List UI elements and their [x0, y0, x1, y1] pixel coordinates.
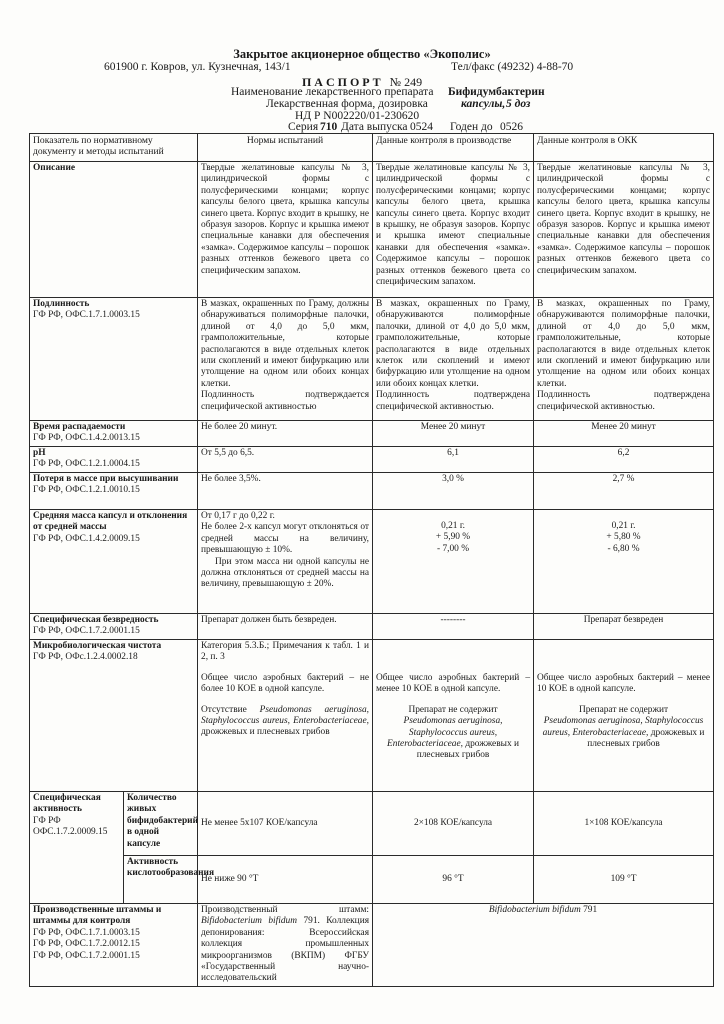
- row-reference: ГФ РФ, ОФс.1.2.4.0002.18: [33, 652, 138, 663]
- row-title: Специфическая активность: [33, 793, 101, 815]
- valid-label: Годен до: [450, 121, 493, 133]
- norm-cell: [198, 904, 373, 987]
- sub-indicator-count: Количество живых бифидобактерий в одной капсуле: [124, 792, 198, 856]
- norm-text-2: Общее число аэробных бактерий – не более 10 КОЕ в одной капсуле.: [201, 672, 370, 695]
- norm-cell: Не более 20 минут.: [198, 421, 373, 447]
- col-okk: Данные контроля в ОКК: [534, 134, 714, 162]
- col-norms: Нормы испытаний: [198, 134, 373, 162]
- norm-text: От 0,17 г до 0,22 г.: [201, 511, 275, 521]
- norm-text: В мазках, окрашенных по Граму, должны обнаруживаться полиморфные палочки, длиной от 4,0 до 5,0 мкм, грамположительные, которые располагаются в виде отдельных клеток или скоплений и имеют бифуркацию или утолщение на одном или обоих концах клетки.: [201, 299, 370, 389]
- passport-number: 249: [404, 75, 423, 89]
- norm-prefix: Производственный штамм:: [201, 905, 370, 915]
- norm-text: Категория 5.3.Б.; Примечания к табл. 1 и 2, п. 3: [201, 641, 370, 663]
- col-indicator: Показатель по нормативному документу и методы испытаний: [30, 134, 198, 162]
- passport-table: [29, 133, 714, 987]
- okk-cell: [534, 298, 714, 421]
- valid-date: 0526: [500, 121, 523, 133]
- row-description: [30, 162, 714, 298]
- norm-cell: Не более 3,5%.: [198, 473, 373, 510]
- norm-text-2: Подлинность подтверждается специфической активностью: [201, 390, 370, 412]
- issue-label: Дата выпуска: [341, 121, 408, 133]
- norm-cell: Не менее 5x107 КОЕ/капсула: [198, 792, 373, 856]
- norm-cell: От 5,5 до 6,5.: [198, 447, 373, 473]
- okk-cell: 6,2: [534, 447, 714, 473]
- row-name: [30, 792, 124, 904]
- okk-value: 0,21 г.: [611, 521, 636, 531]
- production-cell: [373, 510, 534, 614]
- okk-text-3: [537, 705, 710, 751]
- row-ph: [30, 447, 714, 473]
- production-value: - 7,00 %: [437, 543, 470, 554]
- company-name: Закрытое акционерное общество «Экополис»: [233, 47, 491, 61]
- production-cell: Менее 20 минут: [373, 421, 534, 447]
- row-title: Производственные штаммы и штаммы для контроля: [33, 905, 162, 927]
- company-address: 601900 г. Ковров, ул. Кузнечная, 143/1: [104, 61, 291, 73]
- row-activity-acid: [30, 856, 714, 904]
- form-label: Лекарственная форма, дозировка: [266, 98, 428, 110]
- production-species: Pseudomonas aeruginosa, Staphylococcus aureus, Enterobacteriaceae,: [387, 716, 503, 750]
- table-header-row: [30, 134, 714, 162]
- okk-cell: [534, 510, 714, 614]
- row-disintegration: [30, 421, 714, 447]
- issue-date: 0524: [410, 121, 433, 133]
- row-authenticity: [30, 298, 714, 421]
- norm-rest: 791. Коллекция депонирования: Всероссийская коллекция промышленных микроорганизмов (ВКПМ) ФГБУ «Государственный научно-исследовательский: [201, 916, 370, 984]
- row-drying: [30, 473, 714, 510]
- production-text: В мазках, окрашенных по Граму, обнаруживаются полиморфные палочки, длиной от 4,0 до 5,0 мкм, грамположительные, которые располагаются в виде отдельных клеток или скоплений и имеют бифуркацию или утолщение на одном или обоих концах клетки.: [376, 299, 531, 389]
- norm-text-3: [201, 705, 369, 739]
- nd-number: НД Р N002220/01-230620: [295, 110, 420, 122]
- row-name: [30, 904, 198, 987]
- production-text-2: Подлинность подтверждена специфической активностью.: [376, 390, 531, 412]
- row-title: Потеря в массе при высушивании: [33, 474, 179, 484]
- okk-text: Общее число аэробных бактерий – менее 10 КОЕ в одной капсуле.: [537, 673, 711, 695]
- norm-cell: Препарат должен быть безвреден.: [198, 614, 373, 640]
- row-reference: ГФ РФ, ОФС.1.2.1.0004.15: [33, 459, 140, 470]
- okk-cell: [534, 640, 714, 792]
- series-number: 710: [320, 121, 338, 133]
- okk-cell: 109 °Т: [534, 856, 714, 904]
- norm-species: Pseudomonas aeruginosa, Staphylococcus aureus, Enterobacteriaceae,: [201, 704, 370, 727]
- row-name: [30, 298, 198, 421]
- row-reference: ГФ РФ, ОФС.1.2.1.0010.15: [33, 485, 140, 496]
- norm-cell: Твердые желатиновые капсулы № 3, цилиндрической формы с полусферическими концами; корпус капсулы белого цвета, крышка капсулы синего цвета. Корпус входит в крышку, не образуя зазоров. Корпус и крышка имеют специальные канавки для обеспечения «замка». Содержимое капсулы – порошок разных оттенков бежевого цвета со специфическим запахом.: [198, 162, 373, 298]
- okk-prefix: Препарат не содержит: [578, 704, 669, 715]
- result-number: 791: [583, 905, 598, 915]
- drug-name: Бифидумбактерин: [448, 86, 545, 98]
- production-prefix: Препарат не содержит: [408, 704, 498, 715]
- row-reference: ГФ РФ, ОФС.1.4.2.0013.15: [33, 433, 140, 444]
- row-name: [30, 640, 198, 792]
- production-text-3: [376, 705, 530, 762]
- dose-value: 5 доз: [506, 98, 531, 110]
- norm-cell: [198, 510, 373, 614]
- production-value: 0,21 г.: [441, 521, 465, 531]
- sub-indicator-acid: Активность кислотообразования: [124, 856, 198, 904]
- okk-cell: 1×108 КОЕ/капсула: [534, 792, 714, 856]
- row-reference: ГФ РФ, ОФС.1.7.2.0012.15: [33, 939, 140, 950]
- result-species: Bifidobacterium bifidum: [488, 905, 581, 915]
- norm-suffix: дрожжевых и плесневых грибов: [201, 727, 330, 738]
- okk-suffix: дрожжевых и плесневых грибов: [587, 727, 705, 750]
- passport-label: П А С П О Р Т: [301, 75, 381, 89]
- okk-cell: Твердые желатиновые капсулы № 3, цилиндрической формы с полусферическими концами; корпус капсулы белого цвета, крышка капсулы синего цвета. Корпус входит в крышку, не образуя зазоров. Корпус и крышка имеют специальные канавки для обеспечения «замка». Содержимое капсулы – порошок разных оттенков бежевого цвета со специфическим запахом.: [534, 162, 714, 298]
- row-title: Подлинность: [33, 299, 90, 309]
- okk-cell: 2,7 %: [534, 473, 714, 510]
- row-name: [30, 447, 198, 473]
- row-title: Микробиологическая чистота: [33, 641, 162, 651]
- production-value: + 5,90 %: [435, 532, 471, 543]
- production-cell: 6,1: [373, 447, 534, 473]
- strain-result-cell: [373, 904, 714, 987]
- norm-cell: [198, 298, 373, 421]
- okk-cell: Менее 20 минут: [534, 421, 714, 447]
- production-suffix: дрожжевых и плесневых грибов: [416, 739, 519, 761]
- row-reference: ГФ РФ, ОФС.1.7.2.0001.15: [33, 626, 140, 637]
- row-name: [30, 510, 198, 614]
- norm-prefix: Отсутствие: [201, 704, 247, 715]
- norm-species: Bifidobacterium bifidum: [201, 916, 298, 927]
- series-label: Серия: [288, 121, 319, 133]
- row-strains: [30, 904, 714, 987]
- okk-text-2: Подлинность подтверждена специфической активностью.: [537, 390, 711, 412]
- row-reference: ГФ РФ, ОФС.1.7.1.0003.15: [33, 927, 140, 938]
- row-mass: [30, 510, 714, 614]
- production-cell: 2×108 КОЕ/капсула: [373, 792, 534, 856]
- row-title: Время распадаемости: [33, 422, 126, 432]
- okk-text: В мазках, окрашенных по Граму, обнаруживаются полиморфные палочки, длиной от 4,0 до 5,0 мкм, грамположительные, которые располагаются в виде отдельных клеток или скоплений и имеют бифуркацию или утолщение на одном или обоих концах клетки.: [537, 299, 711, 389]
- okk-value: - 6,80 %: [607, 543, 640, 554]
- row-micro: [30, 640, 714, 792]
- production-cell: [373, 298, 534, 421]
- row-reference: ГФ РФ, ОФС.1.7.1.0003.15: [33, 310, 140, 321]
- okk-species: Pseudomonas aeruginosa, Staphylococcus aureus, Enterobacteriaceae,: [542, 716, 704, 738]
- production-cell: 96 °Т: [373, 856, 534, 904]
- passport-no-label: №: [389, 75, 402, 89]
- production-cell: 3,0 %: [373, 473, 534, 510]
- norm-cell: [198, 640, 373, 792]
- row-title: Специфическая безвредность: [33, 615, 159, 625]
- row-reference: ГФ РФ, ОФС.1.7.2.0001.15: [33, 950, 140, 961]
- col-production: Данные контроля в производстве: [373, 134, 534, 162]
- row-name: [30, 473, 198, 510]
- production-cell: Твердые желатиновые капсулы № 3, цилиндрической формы с полусферическими концами; корпус капсулы белого цвета, крышка капсулы синего цвета. Корпус входит в крышку, не образуя зазоров. Корпус и крышка имеют специальные канавки для обеспечения «замка». Содержимое капсулы – порошок разных оттенков бежевого цвета со специфическим запахом.: [373, 162, 534, 298]
- norm-text-3: При этом масса ни одной капсулы не должна отклоняться от средней массы на величину, превышающую ± 20%.: [201, 556, 370, 590]
- production-text: Общее число аэробных бактерий – менее 10 КОЕ в одной капсуле.: [376, 673, 531, 695]
- row-reference: ГФ РФ ОФС.1.7.2.0009.15: [33, 815, 108, 838]
- row-name: [30, 421, 198, 447]
- row-title: pH: [33, 448, 46, 458]
- okk-cell: Препарат безвреден: [534, 614, 714, 640]
- form-value: капсулы,: [461, 98, 506, 110]
- drug-label: Наименование лекарственного препарата: [231, 86, 434, 98]
- okk-value: + 5,80 %: [606, 532, 641, 543]
- row-name: Описание: [30, 162, 198, 298]
- production-cell: [373, 640, 534, 792]
- row-reference: ГФ РФ, ОФС.1.4.2.0009.15: [33, 533, 140, 544]
- production-cell: --------: [373, 614, 534, 640]
- row-activity-count: [30, 792, 714, 856]
- row-name: [30, 614, 198, 640]
- company-phone: Тел/факс (49232) 4-88-70: [451, 61, 574, 73]
- row-safety: [30, 614, 714, 640]
- row-title: Средняя масса капсул и отклонения от средней массы: [33, 511, 188, 533]
- norm-cell: Не ниже 90 °Т: [198, 856, 373, 904]
- norm-text-2: Не более 2-х капсул могут отклоняться от средней массы на величину, превышающую ± 10%.: [201, 522, 370, 556]
